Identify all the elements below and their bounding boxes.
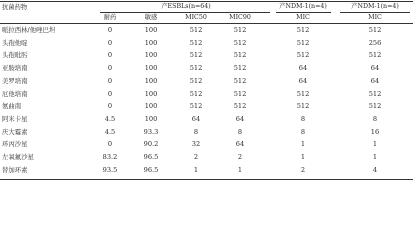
group3-underline [340, 12, 410, 13]
table-cell: 100 [144, 38, 158, 47]
table-cell: 1 [193, 165, 199, 174]
row-antibiotic-name: 美罗培南 [2, 76, 28, 85]
table-cell: 512 [368, 89, 382, 98]
table-cell: 83.2 [102, 153, 118, 161]
table-cell: 90.2 [143, 140, 159, 149]
table-cell: 8 [193, 127, 199, 136]
table-cell: 0 [107, 102, 113, 111]
table-cell: 512 [189, 102, 203, 111]
table-cell: 100 [144, 64, 158, 73]
table-cell: 64 [191, 114, 201, 123]
table-cell: 93.5 [102, 165, 118, 174]
table-cell: 512 [189, 76, 203, 85]
table-cell: 512 [189, 64, 203, 73]
top-rule [0, 1, 413, 2]
table-cell: 0 [107, 51, 113, 60]
table-cell: 0 [107, 64, 113, 73]
table-cell: 512 [233, 26, 247, 34]
table-cell: 0 [107, 26, 113, 34]
table-cell: 2 [237, 153, 243, 161]
table-cell: 64 [235, 114, 245, 123]
table-cell: 32 [191, 140, 201, 149]
table-cell: 512 [296, 51, 310, 60]
table-cell: 4.5 [104, 114, 116, 123]
row-antibiotic-name: 环丙沙星 [2, 140, 28, 149]
group-header-ndm1-b: 产NDM-1(n=4) [351, 3, 399, 10]
row-antibiotic-name: 左氧氟沙星 [2, 153, 34, 161]
table-cell: 100 [144, 114, 158, 123]
subheader-resistant: 耐药 [103, 14, 117, 21]
header-bottom-rule [0, 23, 413, 24]
subheader-mic-ndm1-b: MIC [368, 14, 382, 21]
table-cell: 96.5 [143, 153, 159, 161]
table-cell: 512 [296, 89, 310, 98]
table-cell: 512 [296, 102, 310, 111]
table-cell: 8 [300, 127, 306, 136]
row-antibiotic-name: 庆大霉素 [2, 127, 28, 136]
table-cell: 0 [107, 76, 113, 85]
table-cell: 1 [300, 153, 306, 161]
table-cell: 64 [298, 76, 308, 85]
table-cell: 4.5 [104, 127, 116, 136]
table-cell: 512 [296, 26, 310, 34]
table-cell: 96.5 [143, 165, 159, 174]
table-cell: 100 [144, 102, 158, 111]
subheader-sensitive: 敏感 [144, 14, 158, 21]
table-cell: 64 [298, 64, 308, 73]
table-cell: 512 [368, 51, 382, 60]
table-cell: 0 [107, 38, 113, 47]
table-cell: 0 [107, 89, 113, 98]
group-header-esbl: 产ESBLs(n=64) [161, 3, 211, 10]
table-cell: 2 [193, 153, 199, 161]
table-cell: 512 [368, 26, 382, 34]
table-cell: 512 [189, 89, 203, 98]
table-cell: 64 [370, 64, 380, 73]
row-antibiotic-name: 头孢他啶 [2, 38, 28, 47]
subheader-mic-ndm1-a: MIC [296, 14, 310, 21]
table-cell: 512 [233, 76, 247, 85]
table-cell: 512 [189, 51, 203, 60]
table-cell: 1 [372, 140, 378, 149]
group2-underline [276, 12, 331, 13]
subheader-mic90: MIC90 [229, 14, 251, 21]
row-antibiotic-name: 替加环素 [2, 165, 28, 174]
table-cell: 16 [370, 127, 380, 136]
table-cell: 8 [372, 114, 378, 123]
table-cell: 1 [300, 140, 306, 149]
table-cell: 512 [233, 64, 247, 73]
row-antibiotic-name: 氨曲南 [2, 102, 22, 111]
table-cell: 8 [300, 114, 306, 123]
table-cell: 512 [233, 51, 247, 60]
table-cell: 64 [235, 140, 245, 149]
table-cell: 512 [189, 26, 203, 34]
table-cell: 4 [372, 165, 378, 174]
table-cell: 93.3 [143, 127, 159, 136]
table-cell: 1 [237, 165, 243, 174]
table-cell: 512 [233, 38, 247, 47]
row-antibiotic-name: 哌拉西林/他唑巴坦 [2, 26, 56, 34]
group-header-ndm1-a: 产NDM-1(n=4) [279, 3, 327, 10]
column-header-antibiotic: 抗菌药物 [2, 4, 28, 11]
table-cell: 100 [144, 26, 158, 34]
subheader-mic50: MIC50 [185, 14, 207, 21]
table-cell: 100 [144, 51, 158, 60]
row-antibiotic-name: 头孢吡肟 [2, 51, 28, 60]
table-cell: 512 [189, 38, 203, 47]
table-cell: 512 [233, 89, 247, 98]
table-cell: 100 [144, 76, 158, 85]
table-cell: 256 [368, 38, 382, 47]
table-cell: 512 [368, 102, 382, 111]
table-cell: 2 [300, 165, 306, 174]
table-cell: 512 [296, 38, 310, 47]
row-antibiotic-name: 厄他培南 [2, 89, 28, 98]
table-cell: 512 [233, 102, 247, 111]
row-antibiotic-name: 阿米卡星 [2, 114, 28, 123]
table-cell: 1 [372, 153, 378, 161]
table-cell: 64 [370, 76, 380, 85]
table-cell: 0 [107, 140, 113, 149]
bottom-rule [0, 179, 413, 180]
group1-underline [100, 12, 270, 13]
row-antibiotic-name: 亚胺培南 [2, 64, 28, 73]
table-cell: 8 [237, 127, 243, 136]
table-cell: 100 [144, 89, 158, 98]
